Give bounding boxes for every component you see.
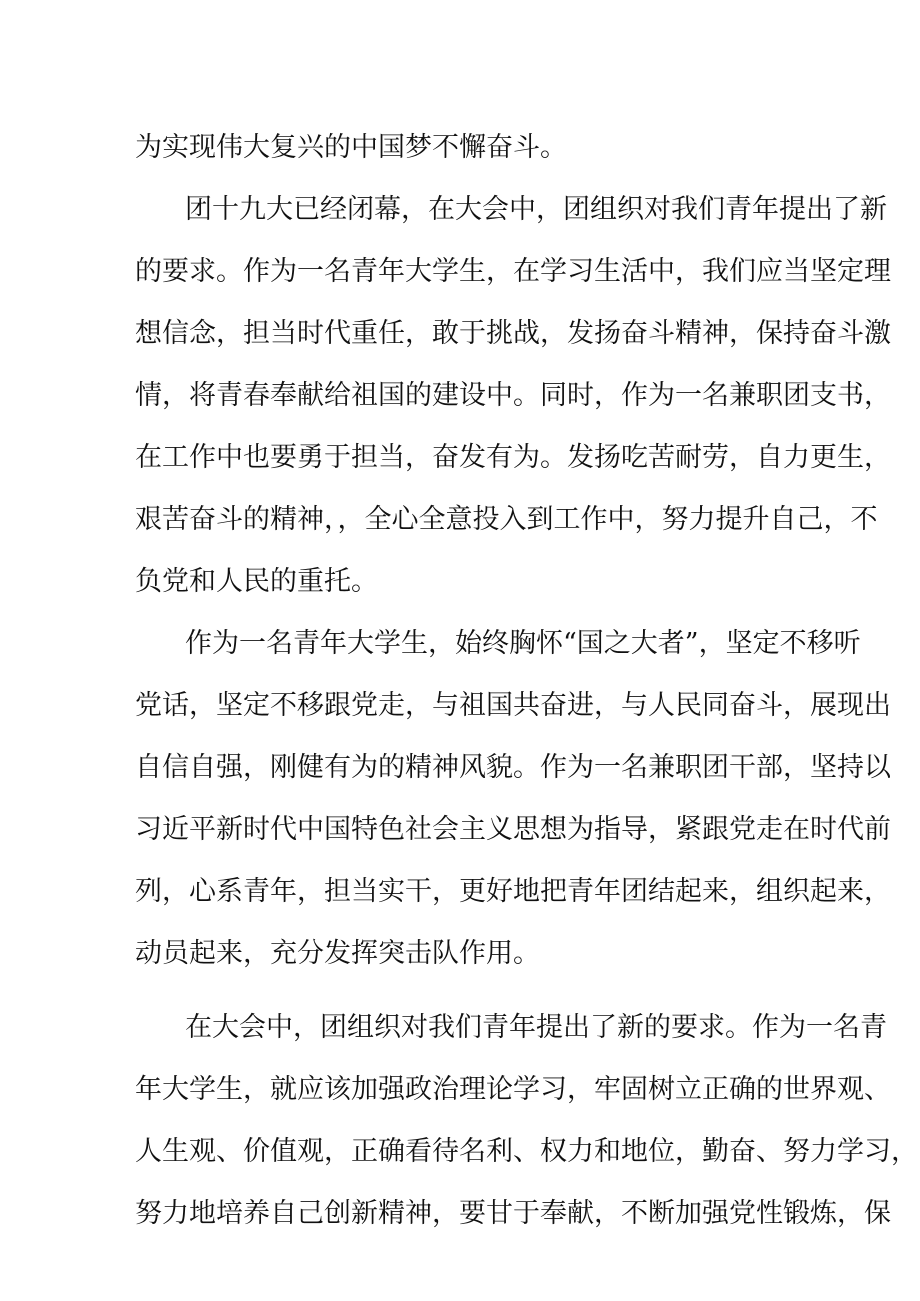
text-line: 为实现伟大复兴的中国梦不懈奋斗。 — [135, 132, 567, 163]
text-line: 艰苦奋斗的精神，，全心全意投入到工作中，努力提升自己，不 — [135, 504, 878, 535]
text-line: 想信念，担当时代重任，敢于挑战，发扬奋斗精神，保持奋斗激 — [135, 318, 891, 349]
text-line: 人生观、价值观，正确看待名利、权力和地位，勤奋、努力学习， — [135, 1136, 918, 1167]
text-line: 在工作中也要勇于担当，奋发有为。发扬吃苦耐劳，自力更生， — [135, 442, 891, 473]
text-line: 团十九大已经闭幕，在大会中，团组织对我们青年提出了新 — [185, 194, 887, 225]
text-line: 在大会中，团组织对我们青年提出了新的要求。作为一名青 — [185, 1012, 887, 1043]
text-line: 年大学生，就应该加强政治理论学习，牢固树立正确的世界观、 — [135, 1074, 891, 1105]
text-line: 列，心系青年，担当实干，更好地把青年团结起来，组织起来， — [135, 876, 891, 907]
text-line: 自信自强，刚健有为的精神风貌。作为一名兼职团干部，坚持以 — [135, 752, 891, 783]
text-line: 负党和人民的重托。 — [135, 566, 378, 597]
text-line: 动员起来，充分发挥突击队作用。 — [135, 938, 540, 969]
text-line: 习近平新时代中国特色社会主义思想为指导，紧跟党走在时代前 — [135, 814, 891, 845]
text-line: 党话，坚定不移跟党走，与祖国共奋进，与人民同奋斗，展现出 — [135, 690, 891, 721]
text-line: 情，将青春奉献给祖国的建设中。同时，作为一名兼职团支书， — [135, 380, 891, 411]
text-line: 的要求。作为一名青年大学生，在学习生活中，我们应当坚定理 — [135, 256, 891, 287]
text-line: 努力地培养自己创新精神，要甘于奉献，不断加强党性锻炼，保 — [135, 1198, 891, 1229]
text-line: 作为一名青年大学生，始终胸怀“国之大者”，坚定不移听 — [185, 628, 861, 659]
